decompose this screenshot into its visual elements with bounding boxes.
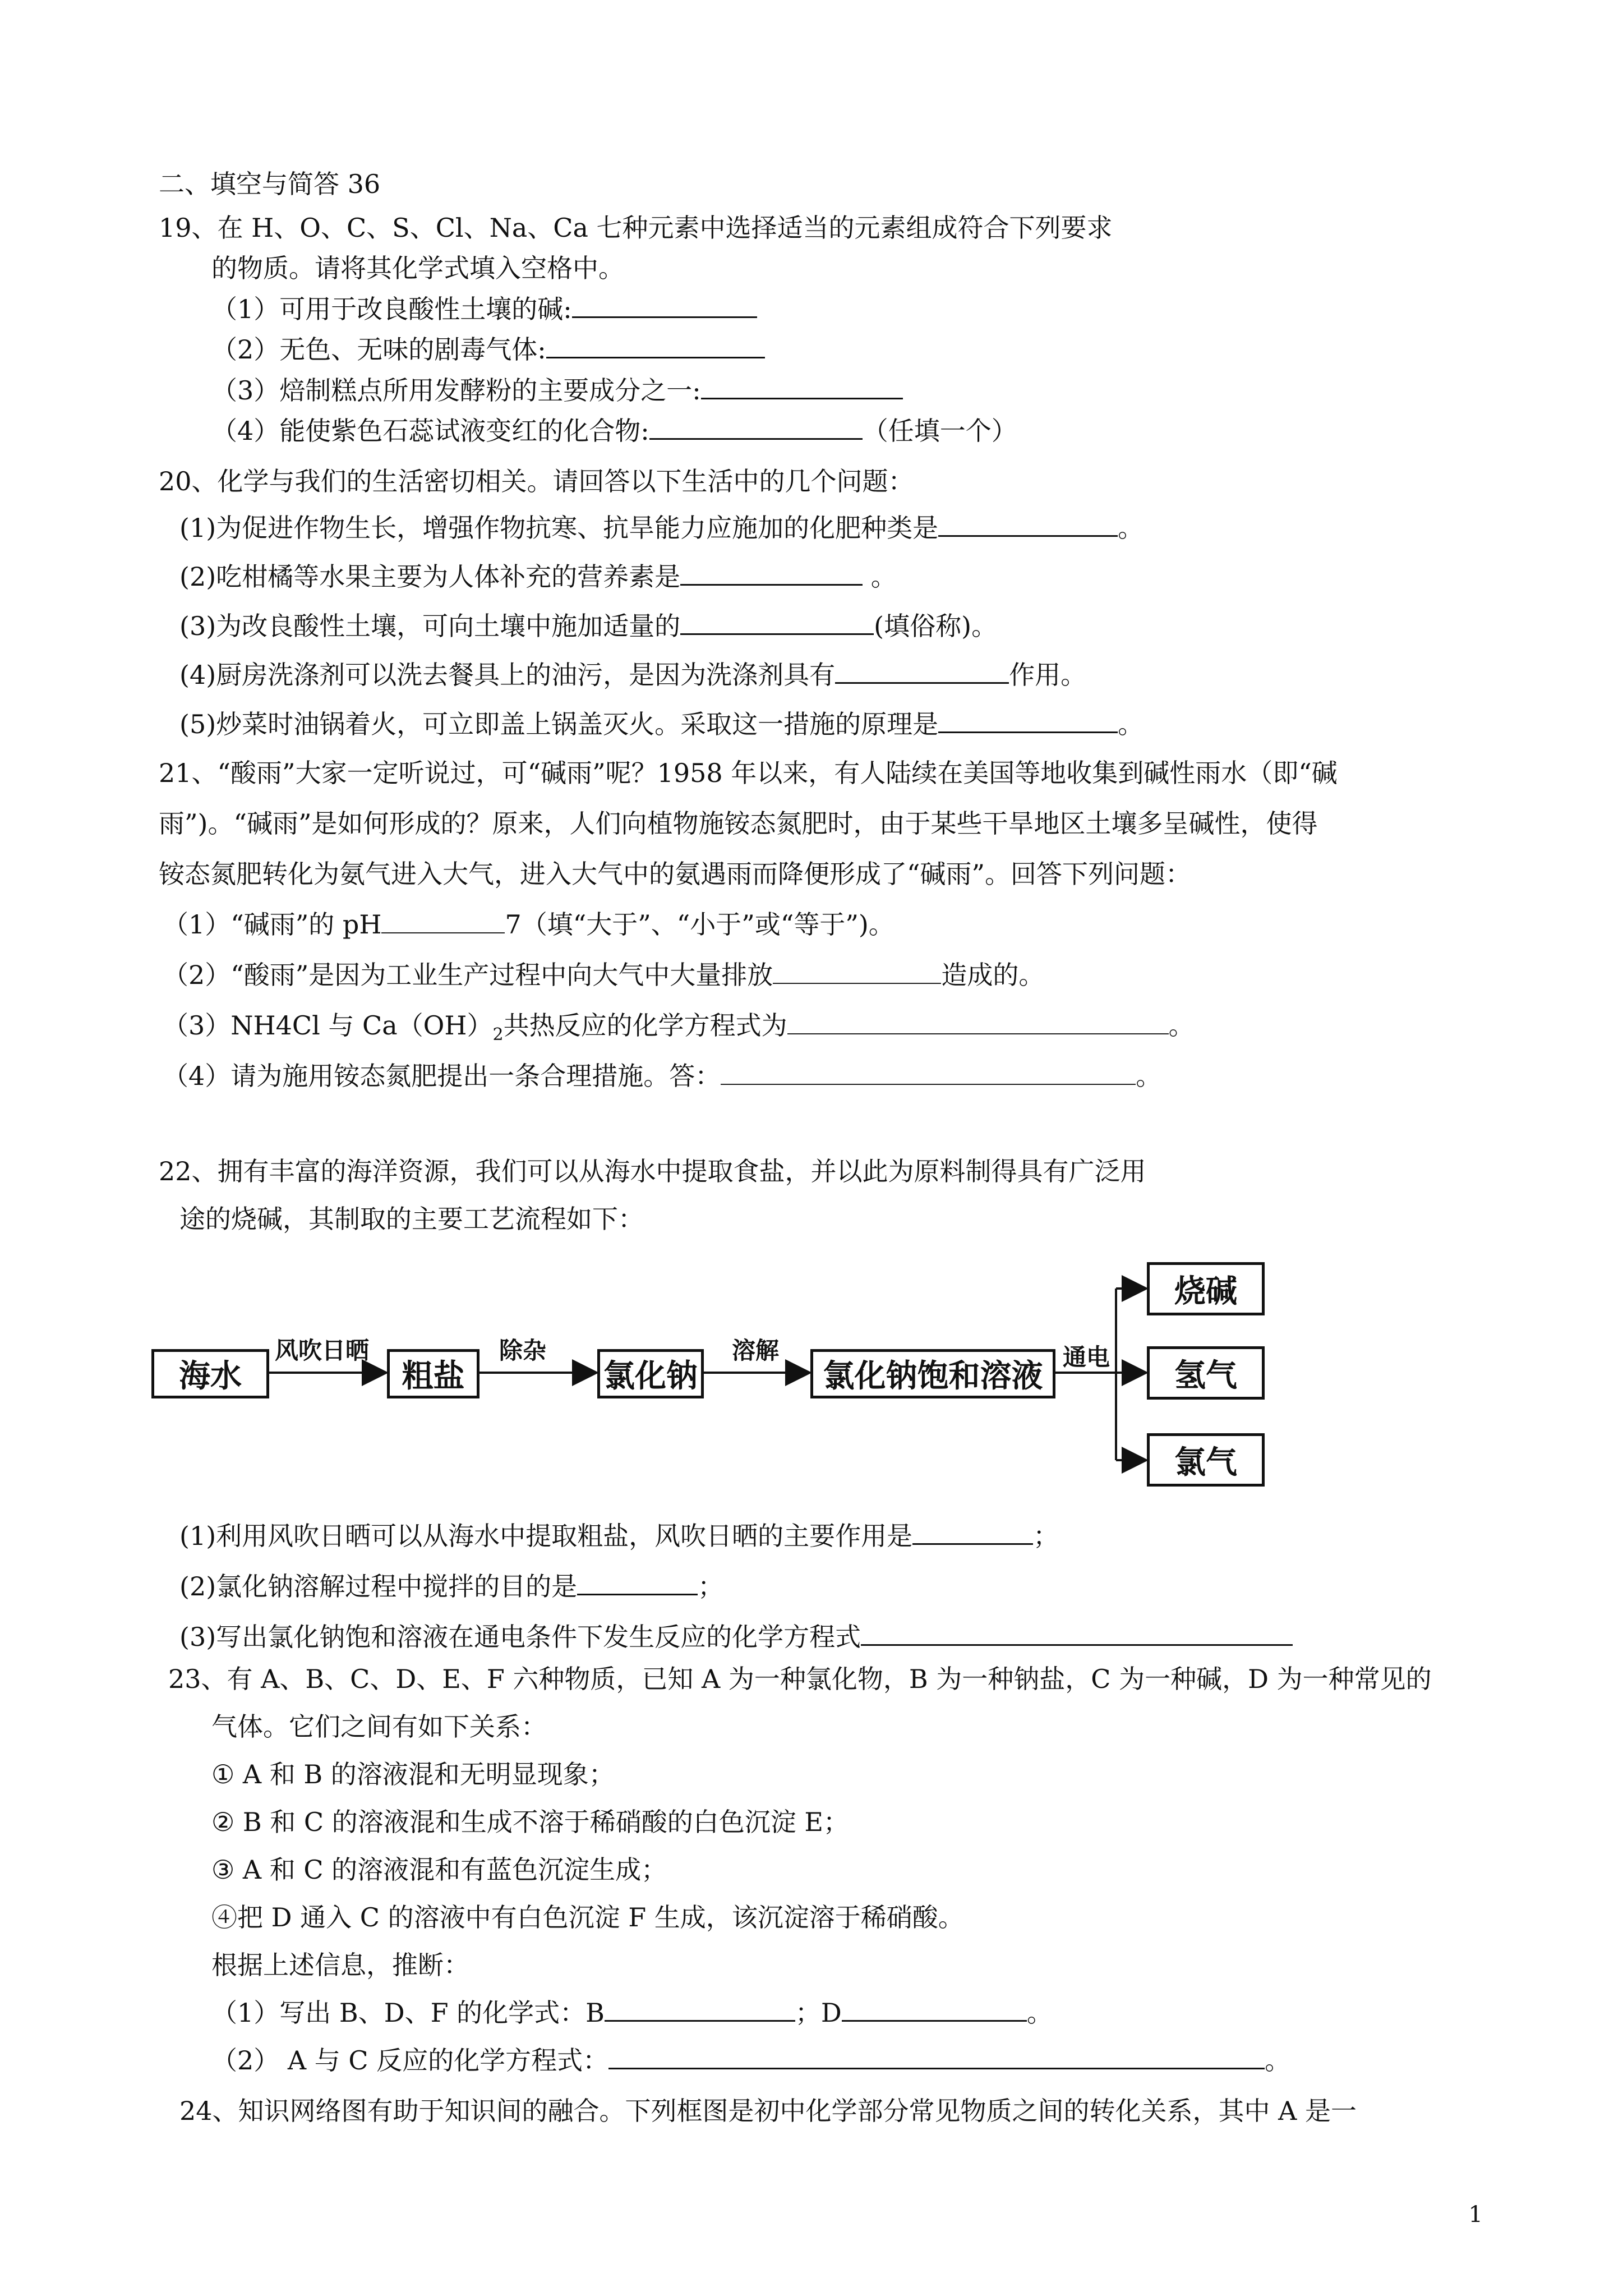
flow-label-dissolve: 溶解 <box>732 1337 780 1364</box>
answer-blank[interactable] <box>381 932 505 933</box>
flow-box-crude-salt: 粗盐 <box>387 1349 479 1398</box>
flow-box-saturated-solution: 氯化钠饱和溶液 <box>810 1349 1055 1398</box>
q20-item-suffix: 。 <box>863 562 897 592</box>
q23-ask-2 <box>211 2045 1291 2076</box>
q23-relation-3: ③ A 和 C 的溶液混和有蓝色沉淀生成； <box>211 1855 667 1885</box>
flow-box-sodium-chloride: 氯化钠 <box>597 1349 704 1398</box>
q22-item-2 <box>179 1571 724 1602</box>
subscript: 2 <box>492 1025 504 1045</box>
q22-stem-line2: 途的烧碱，其制取的主要工艺流程如下： <box>179 1204 644 1234</box>
q20-item-5 <box>179 711 1144 737</box>
q21-item-1 <box>163 909 895 940</box>
q21-item-3 <box>163 1010 1195 1045</box>
answer-blank[interactable] <box>912 1543 1033 1545</box>
q20-item-3 <box>179 613 997 639</box>
q23-ask-suffix: 。 <box>1026 1998 1053 2028</box>
q21-item-text: （2）“酸雨”是因为工业生产过程中向大气中大量排放 <box>163 960 773 990</box>
q21-item-text-cont: 共热反应的化学方程式为 <box>503 1010 787 1041</box>
q22-item-1 <box>179 1523 1059 1549</box>
q19-item-3 <box>211 375 903 406</box>
q22-item-text: (3)写出氯化钠饱和溶液在通电条件下发生反应的化学方程式 <box>179 1622 861 1652</box>
q20-item-1 <box>179 515 1144 541</box>
q21-item-suffix: 7（填“大于”、“小于”或“等于”)。 <box>505 909 895 940</box>
answer-blank[interactable] <box>938 535 1118 537</box>
q20-stem: 20、化学与我们的生活密切相关。请回答以下生活中的几个问题： <box>159 466 914 496</box>
answer-blank[interactable] <box>608 2067 1265 2069</box>
q24-stem: 24、知识网络图有助于知识间的融合。下列框图是初中化学部分常见物质之间的转化关系，其中 A 是一 <box>179 2096 1357 2126</box>
flow-box-chlorine: 氯气 <box>1147 1433 1265 1487</box>
q23-ask-text: ；D <box>795 1998 842 2028</box>
flow-arrows <box>151 1248 1295 1495</box>
answer-blank[interactable] <box>680 583 863 586</box>
q21-item-text: （3）NH4Cl 与 Ca（OH） <box>163 1010 493 1041</box>
q21-item-suffix: 。 <box>1136 1061 1162 1091</box>
q21-paragraph-line2: 雨”)。“碱雨”是如何形成的？原来，人们向植物施铵态氮肥时，由于某些干旱地区土壤多呈碱性，使得 <box>159 808 1318 839</box>
answer-blank[interactable] <box>572 316 757 318</box>
answer-blank[interactable] <box>938 731 1118 733</box>
q21-item-2 <box>163 962 1044 988</box>
q22-item-text: (1)利用风吹日晒可以从海水中提取粗盐，风吹日晒的主要作用是 <box>179 1521 913 1551</box>
q20-item-text: (4)厨房洗涤剂可以洗去餐具上的油污，是因为洗涤剂具有 <box>179 660 836 690</box>
q21-item-text: （4）请为施用铵态氮肥提出一条合理措施。答： <box>163 1061 721 1091</box>
q20-item-text: (5)炒菜时油锅着火，可立即盖上锅盖灭火。采取这一措施的原理是 <box>179 709 939 739</box>
answer-blank[interactable] <box>773 982 941 984</box>
q23-stem-line2: 气体。它们之间有如下关系： <box>211 1711 547 1742</box>
q22-item-3 <box>179 1624 1293 1650</box>
answer-blank[interactable] <box>649 438 863 440</box>
q19-item-suffix: （任填一个） <box>862 416 1017 446</box>
q22-stem-line1: 22、拥有丰富的海洋资源，我们可以从海水中提取食盐，并以此为原料制得具有广泛用 <box>159 1156 1146 1186</box>
q23-ask-text: （1）写出 B、D、F 的化学式：B <box>211 1998 605 2028</box>
q21-item-suffix: 。 <box>1168 1010 1195 1041</box>
q23-ask-text: （2） A 与 C 反应的化学方程式： <box>211 2045 609 2076</box>
q19-item-text: （4）能使紫色石蕊试液变红的化合物: <box>211 416 649 446</box>
q21-paragraph-line1: 21、“酸雨”大家一定听说过，可“碱雨”呢？1958 年以来，有人陆续在美国等地收集到碱性雨水（即“碱 <box>159 758 1338 788</box>
q23-relation-2: ② B 和 C 的溶液混和生成不溶于稀硝酸的白色沉淀 E； <box>211 1807 849 1837</box>
answer-blank[interactable] <box>721 1083 1136 1085</box>
section-header: 二、填空与简答 36 <box>159 169 381 199</box>
answer-blank[interactable] <box>577 1593 698 1595</box>
q23-relation-1: ① A 和 B 的溶液混和无明显现象； <box>211 1759 615 1789</box>
q23-infer: 根据上述信息，推断： <box>211 1950 469 1980</box>
answer-blank[interactable] <box>787 1033 1169 1034</box>
q20-item-suffix: 。 <box>1118 513 1144 543</box>
q19-item-4 <box>211 418 1017 444</box>
q21-item-suffix: 造成的。 <box>941 960 1045 990</box>
q19-item-1 <box>211 296 757 322</box>
q20-item-suffix: (填俗称)。 <box>874 611 998 641</box>
q21-paragraph-line3: 铵态氮肥转化为氨气进入大气，进入大气中的氨遇雨而降便形成了“碱雨”。回答下列问题： <box>159 859 1192 889</box>
q20-item-suffix: 。 <box>1118 709 1144 739</box>
q20-item-suffix: 作用。 <box>1009 660 1087 690</box>
process-flow-diagram <box>151 1248 1295 1495</box>
q22-item-text: (2)氯化钠溶解过程中搅拌的目的是 <box>179 1571 578 1602</box>
answer-blank-d[interactable] <box>842 2019 1027 2022</box>
page-number: 1 <box>1468 2202 1483 2228</box>
q20-item-4 <box>179 662 1086 688</box>
q21-item-text: （1）“碱雨”的 pH <box>163 909 382 940</box>
flow-label-sun-drying: 风吹日晒 <box>275 1337 370 1364</box>
answer-blank[interactable] <box>701 397 903 399</box>
q22-item-suffix: ； <box>1033 1521 1059 1551</box>
flow-label-electrolysis: 通电 <box>1063 1343 1110 1371</box>
q23-relation-4: ④把 D 通入 C 的溶液中有白色沉淀 F 生成，该沉淀溶于稀硝酸。 <box>211 1902 964 1932</box>
q20-item-text: (2)吃柑橘等水果主要为人体补充的营养素是 <box>179 562 681 592</box>
answer-blank-b[interactable] <box>605 2019 795 2022</box>
q19-item-2 <box>211 334 765 365</box>
q22-item-suffix: ； <box>698 1571 724 1602</box>
q21-item-4 <box>163 1063 1161 1089</box>
answer-blank[interactable] <box>546 356 765 358</box>
q20-item-text: (1)为促进作物生长，增强作物抗寒、抗旱能力应施加的化肥种类是 <box>179 513 939 543</box>
flow-box-seawater: 海水 <box>151 1349 269 1398</box>
q23-ask-suffix: 。 <box>1265 2045 1291 2076</box>
answer-blank[interactable] <box>835 682 1009 684</box>
q19-item-text: （3）焙制糕点所用发酵粉的主要成分之一: <box>211 375 701 406</box>
q19-item-text: （2）无色、无味的剧毒气体: <box>211 334 546 365</box>
q23-stem-line1: 23、有 A、B、C、D、E、F 六种物质，已知 A 为一种氯化物，B 为一种钠盐，C 为一种碱，D 为一种常见的 <box>168 1664 1432 1694</box>
answer-blank[interactable] <box>861 1644 1293 1646</box>
q19-stem-line2: 的物质。请将其化学式填入空格中。 <box>211 253 624 283</box>
q20-item-text: (3)为改良酸性土壤，可向土壤中施加适量的 <box>179 611 681 641</box>
q20-item-2 <box>179 564 897 590</box>
q19-item-text: （1）可用于改良酸性土壤的碱: <box>211 294 572 324</box>
flow-box-hydrogen: 氢气 <box>1147 1346 1265 1400</box>
answer-blank[interactable] <box>680 633 874 635</box>
flow-box-caustic-soda: 烧碱 <box>1147 1262 1265 1315</box>
flow-label-purify: 除杂 <box>499 1337 547 1364</box>
q19-stem-line1: 19、在 H、O、C、S、Cl、Na、Ca 七种元素中选择适当的元素组成符合下列要求 <box>159 213 1113 243</box>
q23-ask-1 <box>211 2000 1053 2026</box>
